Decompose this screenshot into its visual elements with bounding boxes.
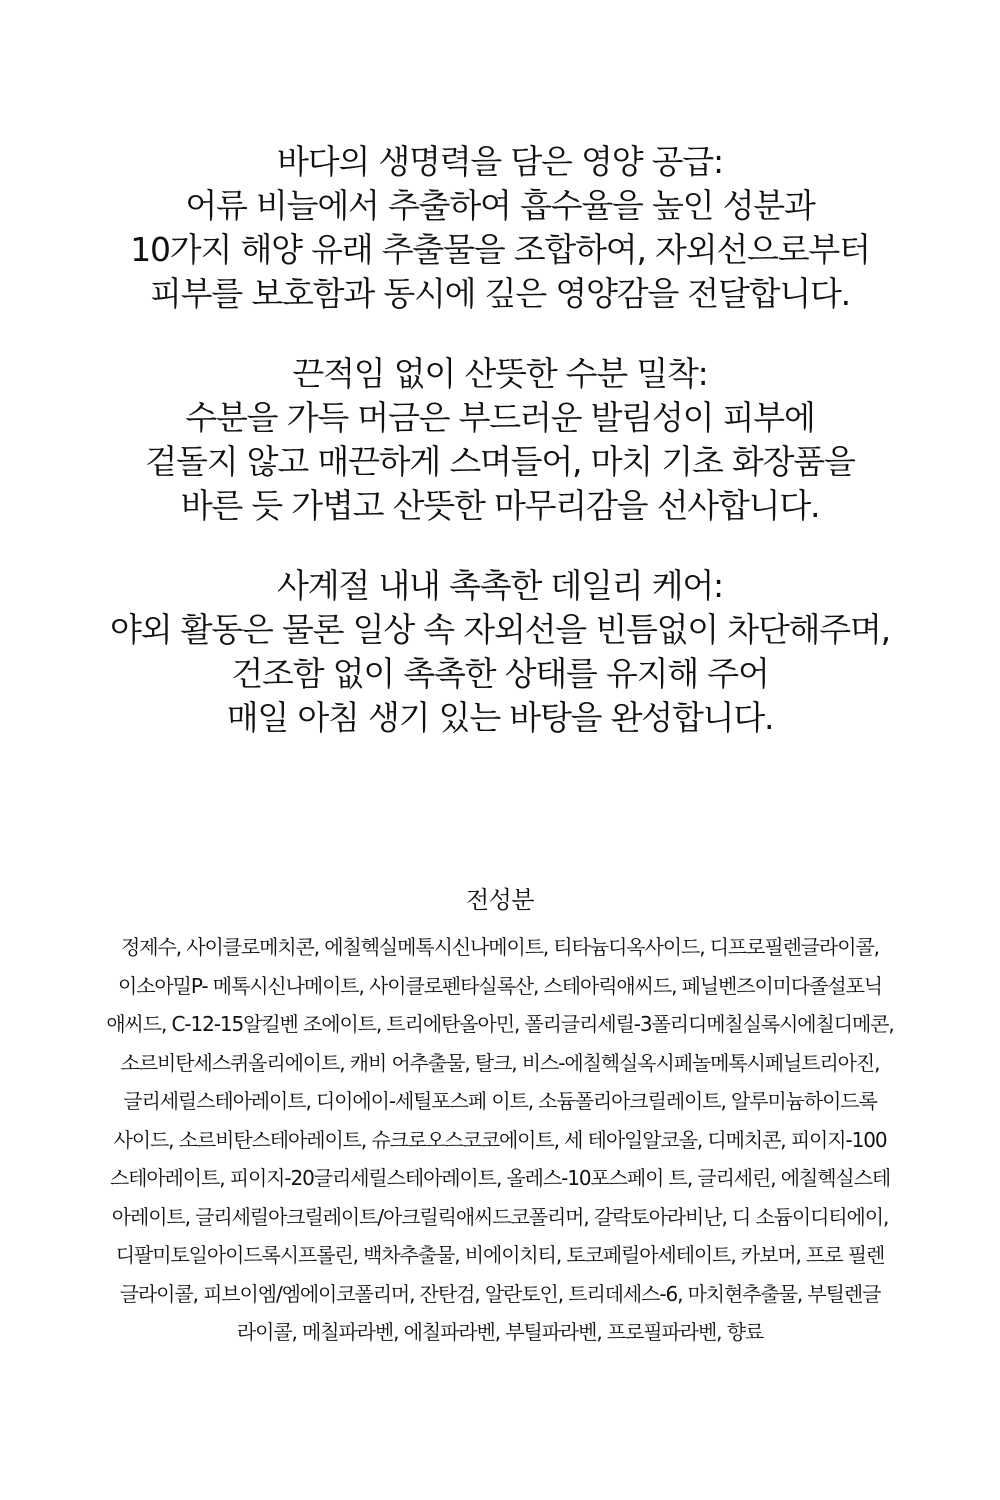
ingredient-list-line: 아레이트, 글리세릴아크릴레이트/아크릴릭애씨드코폴리머, 갈락토아라비난, 디 소듐이디티에이, bbox=[111, 1204, 889, 1229]
ingredient-list-line: 디팔미토일아이드록시프롤린, 백차추출물, 비에이치티, 토코페릴아세테이트, 카보머, 프로 필렌 bbox=[115, 1243, 885, 1267]
feature-text-line: 겉돌지 않고 매끈하게 스며들어, 마치 기초 화장품을 bbox=[145, 442, 855, 481]
feature-text-line: 피부를 보호함과 동시에 깊은 영양감을 전달합니다. bbox=[150, 274, 850, 313]
feature-block-marine-nutrition bbox=[0, 140, 1000, 316]
feature-heading: 사계절 내내 촉촉한 데일리 케어: bbox=[277, 566, 723, 605]
ingredient-list-line: 스테아레이트, 피이지-20글리세릴스테아레이트, 올레스-10포스페이 트, 글리세린, 에칠헥실스테 bbox=[109, 1166, 891, 1190]
ingredient-list-line: 라이콜, 메칠파라벤, 에칠파라벤, 부틸파라벤, 프로필파라벤, 향료 bbox=[236, 1320, 764, 1344]
feature-text-line: 야외 활동은 물론 일상 속 자외선을 빈틈없이 차단해주며, bbox=[110, 610, 890, 649]
ingredients-title: 전성분 bbox=[465, 886, 535, 914]
feature-heading: 바다의 생명력을 담은 영양 공급: bbox=[277, 142, 723, 181]
feature-text-line: 건조함 없이 촉촉한 상태를 유지해 주어 bbox=[231, 654, 769, 693]
ingredient-list-line: 정제수, 사이클로메치콘, 에칠헥실메톡시신나메이트, 티타늄디옥사이드, 디프로필렌글라이콜, bbox=[121, 935, 879, 959]
feature-text-line: 어류 비늘에서 추출하여 흡수율을 높인 성분과 bbox=[185, 186, 815, 225]
feature-block-moisture bbox=[0, 352, 1000, 528]
ingredient-list-line: 소르비탄세스퀴올리에이트, 캐비 어추출물, 탈크, 비스-에칠헥실옥시페놀메톡시페닐트리아진, bbox=[120, 1050, 880, 1075]
feature-text-line: 매일 아침 생기 있는 바탕을 완성합니다. bbox=[226, 698, 774, 737]
feature-heading: 끈적임 없이 산뜻한 수분 밀착: bbox=[292, 354, 708, 393]
ingredient-list-line: 애씨드, C-12-15알킬벤 조에이트, 트리에탄올아민, 폴리글리세릴-3폴리디메칠실록시에칠디메콘, bbox=[106, 1012, 894, 1036]
feature-text-line: 수분을 가득 머금은 부드러운 발림성이 피부에 bbox=[185, 398, 815, 437]
ingredient-list-line: 사이드, 소르비탄스테아레이트, 슈크로오스코코에이트, 세 테아일알코올, 디메치콘, 피이지-100 bbox=[113, 1127, 887, 1152]
feature-text-line: 10가지 해양 유래 추출물을 조합하여, 자외선으로부터 bbox=[130, 230, 870, 269]
feature-block-daily-care bbox=[0, 564, 1000, 740]
ingredients-section bbox=[0, 880, 1000, 1352]
ingredient-list-line: 글라이콜, 피브이엠/엠에이코폴리머, 잔탄검, 알란토인, 트리데세스-6, 마치현추출물, 부틸렌글 bbox=[119, 1281, 881, 1306]
ingredient-list-line: 이소아밀P- 메톡시신나메이트, 사이클로펜타실록산, 스테아릭애씨드, 페닐벤즈이미다졸설포닉 bbox=[117, 973, 883, 998]
ingredient-list-line: 글리세릴스테아레이트, 디이에이-세틸포스페 이트, 소듐폴리아크릴레이트, 알루미늄하이드록 bbox=[123, 1089, 877, 1113]
feature-descriptions bbox=[0, 140, 1000, 776]
feature-text-line: 바른 듯 가볍고 산뜻한 마무리감을 선사합니다. bbox=[180, 486, 820, 525]
